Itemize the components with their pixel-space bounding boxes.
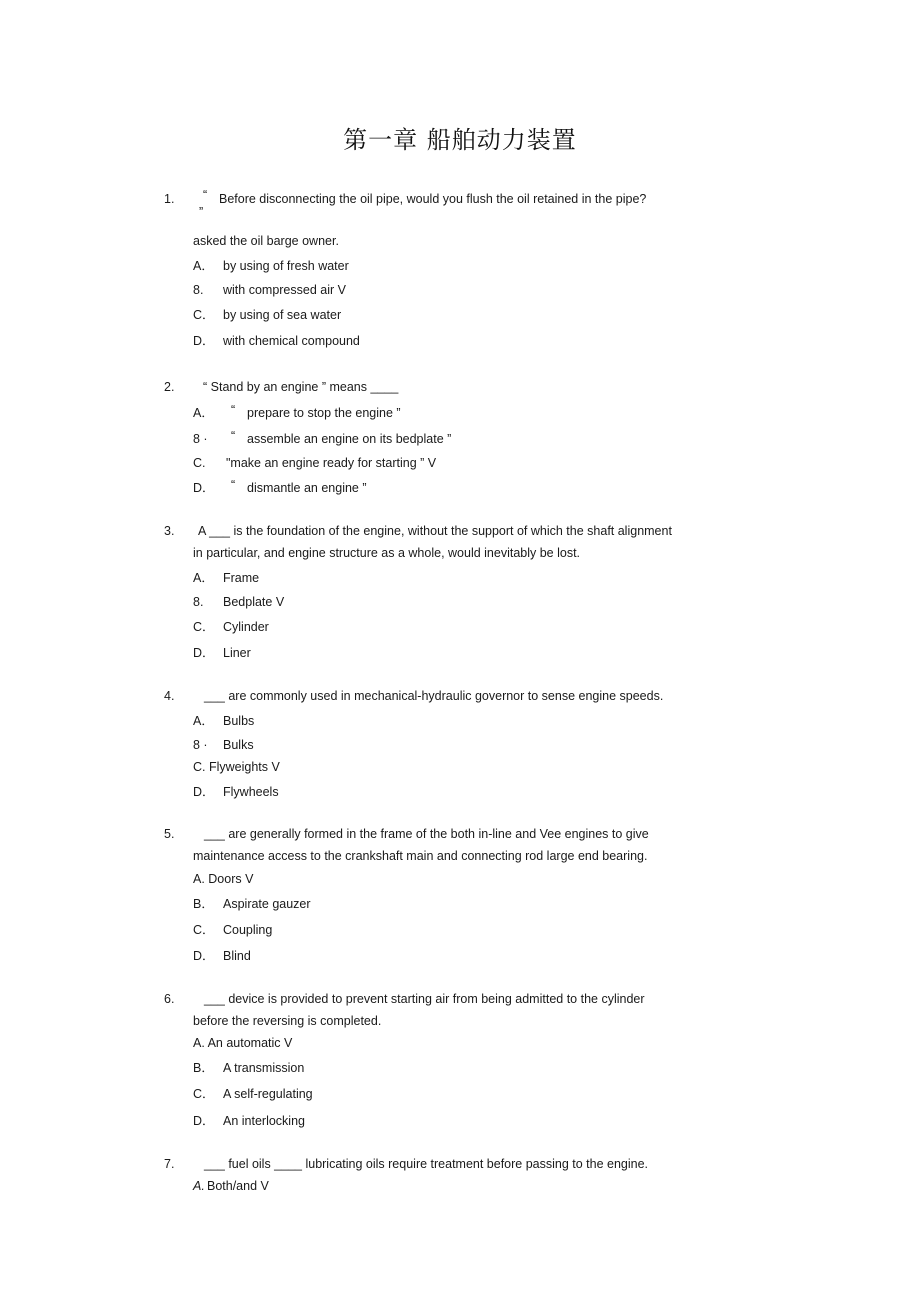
option-text: prepare to stop the engine ” (247, 406, 401, 420)
question-number: 7. (164, 1157, 175, 1171)
option-text: by using of sea water (223, 308, 342, 322)
option-letter: C． (193, 923, 215, 937)
option-text: A self-regulating (223, 1087, 313, 1101)
question-number: 5. (164, 827, 175, 841)
open-quote: “ (203, 188, 208, 202)
option-letter: D． (193, 334, 215, 348)
chapter-title: 第一章 船舶动力装置 (343, 126, 577, 154)
option-letter: 8 · (193, 432, 208, 446)
option-letter: D． (193, 481, 215, 495)
question-text-cont: maintenance access to the crankshaft main and connecting rod large end bearing. (193, 849, 648, 863)
option-text: A transmission (223, 1061, 305, 1075)
option-letter: A． (193, 406, 214, 420)
option-text: Bulks (223, 738, 254, 752)
option-text: assemble an engine on its bedplate ” (247, 432, 452, 446)
question-text-cont: asked the oil barge owner. (193, 234, 339, 248)
option-letter: C． (193, 308, 215, 322)
option-letter: 8 · (193, 738, 208, 752)
option-text: with compressed air V (223, 283, 346, 297)
option-text: Cylinder (223, 620, 269, 634)
option-text: Bulbs (223, 714, 255, 728)
option-letter: 8. (193, 283, 204, 297)
option-letter: D． (193, 785, 215, 799)
question-text: ___ are generally formed in the frame of the both in-line and Vee engines to give (204, 827, 649, 841)
option-letter: B． (193, 897, 214, 911)
option-letter: C. (193, 456, 206, 470)
question-text: ___ device is provided to prevent starting air from being admitted to the cylinder (204, 992, 645, 1006)
option-letter: D． (193, 646, 215, 660)
option-text: An interlocking (223, 1114, 305, 1128)
question-text: ___ are commonly used in mechanical-hydraulic governor to sense engine speeds. (204, 689, 664, 703)
option-text: Liner (223, 646, 251, 660)
question-number: 6. (164, 992, 175, 1006)
question-text: ___ fuel oils ____ lubricating oils require treatment before passing to the engine. (204, 1157, 649, 1171)
option-letter: C． (193, 620, 215, 634)
question-text: A ___ is the foundation of the engine, without the support of which the shaft alignment (198, 524, 672, 538)
question-number: 3. (164, 524, 175, 538)
option-text: with chemical compound (223, 334, 360, 348)
question-number: 2. (164, 380, 175, 394)
option-letter: C． (193, 1087, 215, 1101)
question-number: 1. (164, 192, 175, 206)
option-text: A. Doors V (193, 872, 254, 886)
option-letter: A． (193, 571, 214, 585)
option-letter: A. (193, 1179, 205, 1193)
option-text: dismantle an engine ” (247, 481, 367, 495)
option-text: Bedplate V (223, 595, 285, 609)
option-text: A. An automatic V (193, 1036, 293, 1050)
option-letter: D． (193, 1114, 215, 1128)
option-text: C. Flyweights V (193, 760, 280, 774)
option-text: Blind (223, 949, 251, 963)
option-text: Aspirate gauzer (223, 897, 311, 911)
option-letter: A． (193, 259, 214, 273)
option-text: by using of fresh water (223, 259, 349, 273)
question-text: Before disconnecting the oil pipe, would you flush the oil retained in the pipe? (219, 192, 647, 206)
question-text: “ Stand by an engine ” means ____ (203, 380, 399, 394)
close-quote: ” (199, 205, 204, 219)
option-text: Flywheels (223, 785, 279, 799)
option-quote: “ (231, 478, 236, 492)
option-text: Both/and V (207, 1179, 269, 1193)
option-text: "make an engine ready for starting ” V (226, 456, 437, 470)
option-letter: B． (193, 1061, 214, 1075)
option-letter: D． (193, 949, 215, 963)
option-text: Coupling (223, 923, 273, 937)
option-text: Frame (223, 571, 260, 585)
option-quote: “ (231, 403, 236, 417)
option-quote: “ (231, 429, 236, 443)
question-number: 4. (164, 689, 175, 703)
question-text-cont: in particular, and engine structure as a whole, would inevitably be lost. (193, 546, 581, 560)
question-text-cont: before the reversing is completed. (193, 1014, 382, 1028)
option-letter: 8. (193, 595, 204, 609)
option-letter: A． (193, 714, 214, 728)
